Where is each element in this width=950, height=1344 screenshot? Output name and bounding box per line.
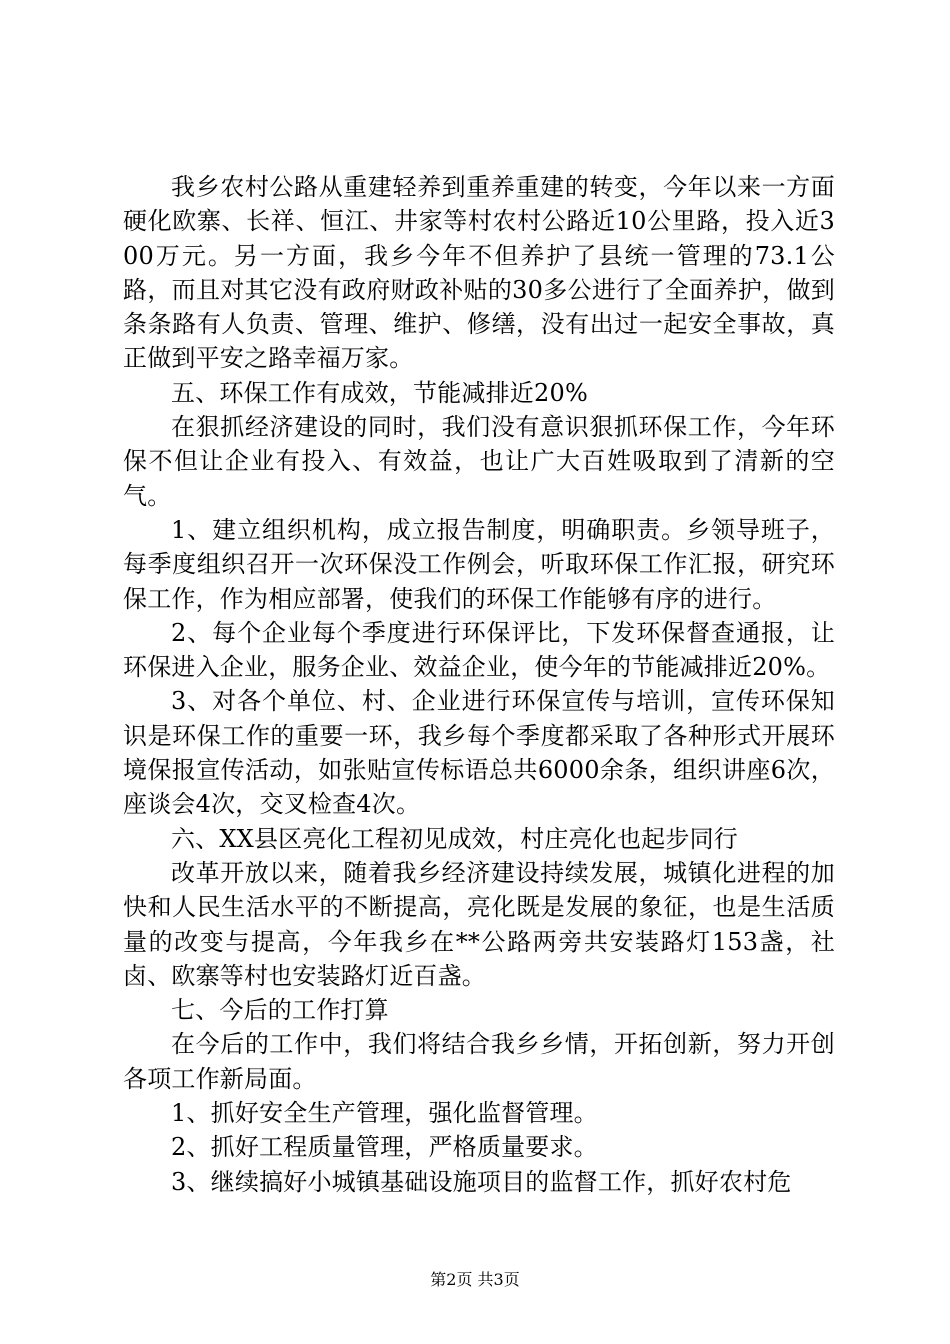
paragraph-environment-intro: 在狠抓经济建设的同时，我们没有意识狠抓环保工作，今年环保不但让企业有投入、有效益，也让广大百姓吸取到了清新的空气。	[123, 413, 835, 510]
list-item-organization: 1、建立组织机构，成立报告制度，明确职责。乡领导班子，每季度组织召开一次环保没工作例会，听取环保工作汇报，研究环保工作，作为相应部署，使我们的环保工作能够有序的进行。	[123, 515, 835, 613]
section-heading-lighting: 六、XX县区亮化工程初见成效，村庄亮化也起步同行	[171, 824, 738, 853]
page-number: 第2页 共3页	[430, 1270, 520, 1289]
list-item-quality: 2、抓好工程质量管理，严格质量要求。	[171, 1133, 598, 1162]
section-heading-plans: 七、今后的工作打算	[171, 996, 389, 1025]
list-item-supervision: 3、继续搞好小城镇基础设施项目的监督工作，抓好农村危	[171, 1167, 792, 1196]
list-item-assessment: 2、每个企业每个季度进行环保评比，下发环保督查通报，让环保进入企业，服务企业、效益企业，使今年的节能减排近20%。	[123, 618, 835, 682]
section-heading-environment: 五、环保工作有成效，节能减排近20%	[171, 378, 588, 407]
list-item-publicity: 3、对各个单位、村、企业进行环保宣传与培训，宣传环保知识是环保工作的重要一环，我乡每个季度都采取了各种形式开展环境保报宣传活动，如张贴宣传标语总共6000余条，组织讲座6次，座谈会4次，交叉检查4次。	[123, 687, 835, 819]
paragraph-lighting: 改革开放以来，随着我乡经济建设持续发展，城镇化进程的加快和人民生活水平的不断提高，亮化既是发展的象征，也是生活质量的改变与提高，今年我乡在**公路两旁共安装路灯153盏，社卤、欧寨等村也安装路灯近百盏。	[123, 858, 835, 990]
list-item-safety: 1、抓好安全生产管理，强化监督管理。	[171, 1099, 598, 1128]
document-body	[123, 170, 835, 1199]
paragraph-plans-intro: 在今后的工作中，我们将结合我乡乡情，开拓创新，努力开创各项工作新局面。	[123, 1030, 835, 1093]
paragraph-road-maintenance: 我乡农村公路从重建轻养到重养重建的转变，今年以来一方面硬化欧寨、长祥、恒江、井家等村农村公路近10公里路，投入近300万元。另一方面，我乡今年不但养护了县统一管理的73.1公路，而且对其它没有政府财政补贴的30多公进行了全面养护，做到条条路有人负责、管理、维护、修缮，没有出过一起安全事故，真正做到平安之路幸福万家。	[123, 173, 835, 373]
